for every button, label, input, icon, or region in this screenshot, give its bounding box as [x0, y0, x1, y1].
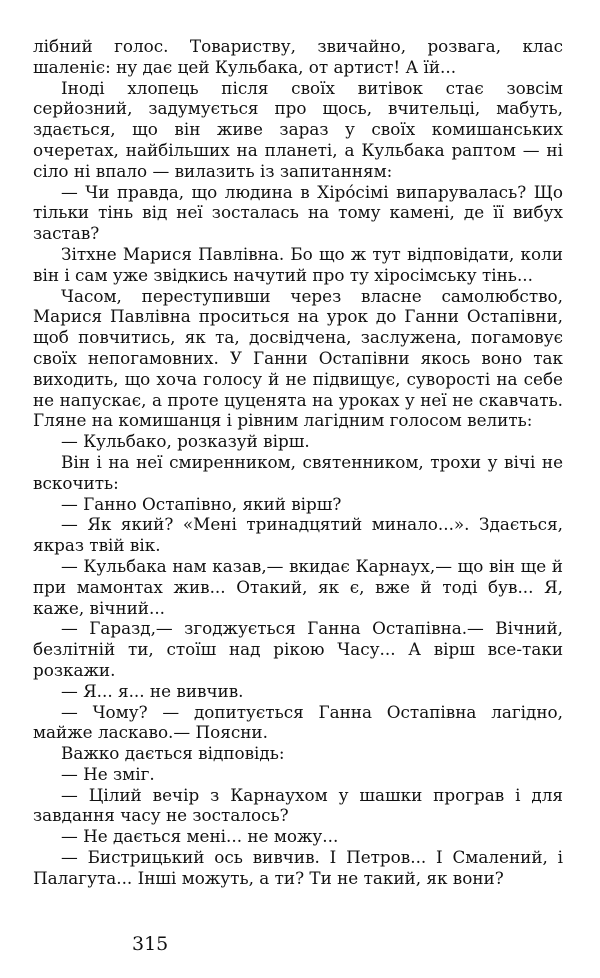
- dialogue-line: — Не зміг.: [61, 763, 155, 784]
- paragraph: Зітхне Марися Павлівна. Бо що ж тут відповідати, коли він і сам уже звідкись начутий про ту хіросімську тінь...: [33, 243, 563, 285]
- page-number: 315: [132, 933, 169, 955]
- dialogue-line: — Чи правда, що людина в Хіро́сімі випарувалась? Що тільки тінь від неї зосталась на тому камені, де її вибух застав?: [33, 181, 563, 244]
- paragraph: лібний голос. Товариству, звичайно, розвага, клас шаленіє: ну дає цей Кульбака, от артист! А їй...: [33, 36, 563, 77]
- dialogue-line: — Цілий вечір з Карнаухом у шашки програв і для завдання часу не зосталось?: [33, 784, 563, 826]
- dialogue-line: — Я... я... не вивчив.: [61, 680, 244, 701]
- dialogue-line: — Як який? «Мені тринадцятий минало...». Здається, якраз твій вік.: [33, 514, 563, 556]
- paragraph: Іноді хлопець після своїх витівок стає зовсім серйозний, задумується про щось, вчительці, мабуть, здається, що він живе зараз у своїх комишанських очеретах, найбільших на планеті, а Кульбака раптом — ні сіло ні впало — вилазить із запитанням:: [33, 77, 563, 181]
- dialogue-line: — Кульбако, розказуй вірш.: [61, 431, 310, 452]
- dialogue-line: — Ганно Остапівно, який вірш?: [61, 493, 342, 514]
- dialogue-line: — Кульбака нам казав,— вкидає Карнаух,— що він ще й при мамонтах жив... Отакий, як є, вже й тоді був... Я, каже, вічний...: [33, 555, 563, 618]
- paragraph: Часом, переступивши через власне самолюбство, Марися Павлівна проситься на урок до Ганни Остапівни, щоб повчитись, як та, досвідчена, заслужена, погамовує своїх непогамовних. У Ганни Остапівни якось воно так виходить, що хоча голосу й не підвищує, суворості на себе не напускає, а проте цуценята на уроках у неї не скавчать. Гляне на комишанця і рівним лагідним голосом велить:: [33, 285, 563, 431]
- text-column: [33, 36, 563, 889]
- paragraph: Важко дається відповідь:: [61, 743, 285, 764]
- dialogue-line: — Не дається мені... не можу...: [61, 826, 339, 847]
- dialogue-line: — Бистрицький ось вивчив. І Петров... І Смалений, і Палагута... Інші можуть, а ти? Ти не такий, як вони?: [33, 847, 563, 888]
- paragraph: Він і на неї смиренником, святенником, трохи у вічі не вскочить:: [33, 451, 563, 493]
- dialogue-line: — Чому? — допитується Ганна Остапівна лагідно, майже ласкаво.— Поясни.: [33, 701, 563, 743]
- dialogue-line: — Гаразд,— згоджується Ганна Остапівна.— Вічний, безлітній ти, стоїш над рікою Часу... А вірш все-таки розкажи.: [33, 618, 563, 680]
